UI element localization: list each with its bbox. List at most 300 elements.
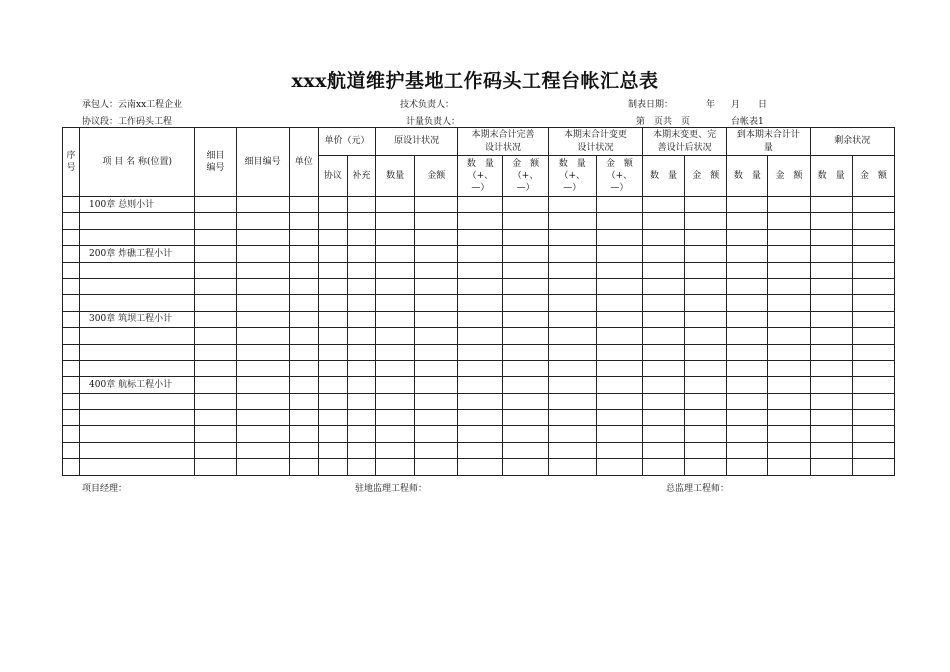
row-item-name — [80, 393, 195, 409]
table-cell — [596, 311, 642, 327]
table-cell — [376, 393, 415, 409]
table-cell — [347, 262, 375, 278]
table-cell — [596, 393, 642, 409]
row-item-name — [80, 459, 195, 475]
row-item-name — [80, 328, 195, 344]
table-cell — [415, 393, 458, 409]
table-cell — [415, 442, 458, 458]
table-cell — [289, 393, 318, 409]
table-cell — [318, 262, 347, 278]
table-cell — [195, 393, 236, 409]
table-cell — [596, 246, 642, 262]
table-cell — [347, 442, 375, 458]
table-cell — [236, 360, 289, 376]
table-cell — [415, 229, 458, 245]
table-cell — [195, 410, 236, 426]
table-cell — [727, 246, 768, 262]
table-cell — [548, 426, 596, 442]
table-cell — [347, 426, 375, 442]
table-cell — [810, 262, 852, 278]
table-cell — [503, 246, 548, 262]
table-cell — [458, 410, 503, 426]
table-cell — [548, 311, 596, 327]
col-item-name: 项 目 名 称(位置) — [80, 128, 195, 197]
table-cell — [642, 459, 684, 475]
table-cell — [503, 360, 548, 376]
table-cell — [596, 197, 642, 213]
table-cell — [195, 246, 236, 262]
col-change-qty: 数 量 （+、 —） — [548, 156, 596, 197]
table-cell — [596, 344, 642, 360]
table-cell — [458, 393, 503, 409]
table-cell — [503, 262, 548, 278]
date-year: 年 — [706, 100, 716, 110]
table-cell — [685, 377, 727, 393]
table-cell — [810, 295, 852, 311]
table-row — [63, 229, 895, 245]
table-cell — [236, 229, 289, 245]
table-cell — [548, 262, 596, 278]
table-cell — [63, 459, 80, 475]
table-cell — [63, 262, 80, 278]
table-cell — [347, 459, 375, 475]
table-cell — [685, 344, 727, 360]
table-cell — [318, 328, 347, 344]
table-cell — [852, 213, 894, 229]
table-cell — [63, 295, 80, 311]
table-cell — [768, 311, 810, 327]
table-cell — [727, 344, 768, 360]
table-cell — [503, 426, 548, 442]
table-cell — [852, 459, 894, 475]
col-price-agreed: 协议 — [318, 156, 347, 197]
table-cell — [347, 295, 375, 311]
table-cell — [236, 393, 289, 409]
table-cell — [548, 328, 596, 344]
table-cell — [347, 393, 375, 409]
table-cell — [289, 278, 318, 294]
table-cell — [376, 246, 415, 262]
row-item-name: 100章 总则小计 — [80, 197, 195, 213]
col-orig-amt: 金额 — [415, 156, 458, 197]
table-cell — [195, 278, 236, 294]
table-cell — [685, 426, 727, 442]
table-row — [63, 262, 895, 278]
col-to-amt: 金 额 — [768, 156, 810, 197]
table-row — [63, 344, 895, 360]
table-cell — [548, 442, 596, 458]
table-cell — [376, 262, 415, 278]
table-cell — [289, 295, 318, 311]
table-cell — [810, 360, 852, 376]
table-cell — [642, 197, 684, 213]
table-cell — [852, 410, 894, 426]
table-cell — [810, 393, 852, 409]
table-cell — [548, 344, 596, 360]
table-cell — [376, 328, 415, 344]
table-cell — [548, 410, 596, 426]
table-cell — [768, 360, 810, 376]
table-cell — [195, 377, 236, 393]
table-cell — [318, 442, 347, 458]
table-cell — [195, 262, 236, 278]
date-day: 日 — [758, 100, 768, 110]
col-after-amt: 金 额 — [685, 156, 727, 197]
table-cell — [810, 229, 852, 245]
col-to-qty: 数 量 — [727, 156, 768, 197]
table-row — [63, 410, 895, 426]
table-cell — [768, 246, 810, 262]
table-cell — [195, 442, 236, 458]
table-cell — [318, 295, 347, 311]
table-cell — [642, 246, 684, 262]
table-cell — [415, 344, 458, 360]
col-improve-qty: 数 量 （+、 —） — [458, 156, 503, 197]
table-cell — [852, 328, 894, 344]
table-cell — [415, 328, 458, 344]
footer-chief-supervisor: 总监理工程师： — [666, 484, 730, 494]
table-cell — [347, 197, 375, 213]
table-cell — [318, 278, 347, 294]
table-cell — [596, 229, 642, 245]
table-cell — [596, 442, 642, 458]
table-cell — [727, 229, 768, 245]
table-cell — [376, 197, 415, 213]
table-cell — [289, 197, 318, 213]
table-cell — [503, 328, 548, 344]
table-cell — [642, 328, 684, 344]
table-cell — [852, 278, 894, 294]
table-cell — [318, 393, 347, 409]
col-period-improve: 本期末合计完善 设计状况 — [458, 128, 548, 156]
table-row — [63, 328, 895, 344]
row-item-name — [80, 344, 195, 360]
table-cell — [503, 377, 548, 393]
col-remain-amt: 金 额 — [852, 156, 894, 197]
table-cell — [415, 213, 458, 229]
page-count-label: 第 页共 页 — [636, 117, 691, 127]
page-title: xxx航道维护基地工作码头工程台帐汇总表 — [291, 70, 659, 92]
table-cell — [63, 442, 80, 458]
table-cell — [642, 426, 684, 442]
table-cell — [852, 377, 894, 393]
table-cell — [236, 295, 289, 311]
col-price-supp: 补充 — [347, 156, 375, 197]
table-cell — [376, 459, 415, 475]
table-cell — [685, 328, 727, 344]
table-cell — [503, 459, 548, 475]
table-cell — [318, 229, 347, 245]
table-cell — [503, 393, 548, 409]
table-cell — [458, 262, 503, 278]
row-item-name: 300章 筑坝工程小计 — [80, 311, 195, 327]
table-cell — [503, 229, 548, 245]
table-cell — [642, 262, 684, 278]
table-cell — [727, 213, 768, 229]
row-item-name — [80, 229, 195, 245]
table-cell — [289, 311, 318, 327]
footer-pm: 项目经理： — [82, 484, 128, 494]
row-item-name — [80, 213, 195, 229]
table-cell — [63, 426, 80, 442]
table-cell — [376, 213, 415, 229]
table-cell — [642, 410, 684, 426]
table-cell — [727, 377, 768, 393]
table-cell — [727, 442, 768, 458]
table-cell — [236, 442, 289, 458]
table-cell — [642, 229, 684, 245]
table-cell — [768, 262, 810, 278]
table-cell — [768, 410, 810, 426]
table-row — [63, 295, 895, 311]
table-cell — [642, 213, 684, 229]
table-cell — [458, 197, 503, 213]
table-cell — [195, 295, 236, 311]
table-cell — [685, 278, 727, 294]
table-cell — [415, 459, 458, 475]
table-cell — [596, 278, 642, 294]
table-cell — [318, 197, 347, 213]
table-cell — [503, 295, 548, 311]
table-cell — [195, 459, 236, 475]
table-cell — [376, 295, 415, 311]
table-cell — [596, 410, 642, 426]
table-cell — [376, 410, 415, 426]
table-cell — [415, 295, 458, 311]
row-item-name: 200章 炸礁工程小计 — [80, 246, 195, 262]
table-row — [63, 442, 895, 458]
table-cell — [727, 426, 768, 442]
form-number: 台帐表1 — [731, 117, 764, 127]
col-remain-qty: 数 量 — [810, 156, 852, 197]
table-cell — [852, 197, 894, 213]
table-cell — [768, 295, 810, 311]
table-cell — [347, 377, 375, 393]
table-cell — [236, 459, 289, 475]
table-cell — [458, 344, 503, 360]
table-row — [63, 360, 895, 376]
ledger-table — [62, 127, 895, 476]
table-cell — [503, 442, 548, 458]
table-cell — [347, 328, 375, 344]
table-cell — [685, 459, 727, 475]
table-cell — [685, 295, 727, 311]
table-cell — [596, 295, 642, 311]
row-item-name — [80, 295, 195, 311]
table-row — [63, 426, 895, 442]
col-improve-amt: 金 额 （+、 —） — [503, 156, 548, 197]
table-cell — [195, 311, 236, 327]
table-cell — [415, 426, 458, 442]
table-cell — [727, 360, 768, 376]
table-cell — [376, 311, 415, 327]
table-cell — [727, 459, 768, 475]
table-cell — [852, 246, 894, 262]
table-cell — [63, 393, 80, 409]
table-cell — [376, 360, 415, 376]
col-remaining: 剩余状况 — [810, 128, 894, 156]
table-cell — [236, 410, 289, 426]
table-cell — [768, 344, 810, 360]
table-cell — [195, 344, 236, 360]
table-cell — [685, 360, 727, 376]
table-cell — [503, 311, 548, 327]
table-cell — [347, 360, 375, 376]
table-cell — [810, 442, 852, 458]
table-cell — [318, 311, 347, 327]
table-cell — [685, 262, 727, 278]
table-cell — [236, 377, 289, 393]
table-cell — [685, 246, 727, 262]
section-label: 协议段：工作码头工程 — [82, 117, 173, 127]
row-item-name: 400章 航标工程小计 — [80, 377, 195, 393]
table-cell — [318, 213, 347, 229]
table-cell — [63, 377, 80, 393]
table-cell — [642, 311, 684, 327]
table-cell — [63, 197, 80, 213]
col-to-period: 到本期末合计计 量 — [727, 128, 810, 156]
section-subtotal-row — [63, 377, 895, 393]
table-cell — [768, 393, 810, 409]
table-cell — [852, 295, 894, 311]
table-cell — [548, 377, 596, 393]
table-cell — [852, 426, 894, 442]
table-cell — [289, 328, 318, 344]
table-cell — [548, 459, 596, 475]
table-cell — [63, 246, 80, 262]
col-orig-qty: 数量 — [376, 156, 415, 197]
table-cell — [347, 213, 375, 229]
table-cell — [768, 197, 810, 213]
col-detail-no: 细目编号 — [236, 128, 289, 197]
table-cell — [63, 213, 80, 229]
table-cell — [236, 311, 289, 327]
table-cell — [458, 377, 503, 393]
table-cell — [63, 360, 80, 376]
table-cell — [458, 328, 503, 344]
table-cell — [727, 393, 768, 409]
table-cell — [503, 197, 548, 213]
table-cell — [596, 377, 642, 393]
table-cell — [596, 426, 642, 442]
table-cell — [415, 197, 458, 213]
row-item-name — [80, 442, 195, 458]
section-subtotal-row — [63, 246, 895, 262]
table-cell — [289, 459, 318, 475]
table-cell — [318, 410, 347, 426]
table-cell — [458, 442, 503, 458]
table-cell — [503, 213, 548, 229]
col-original: 原设计状况 — [376, 128, 458, 156]
table-cell — [548, 229, 596, 245]
table-cell — [727, 328, 768, 344]
table-cell — [852, 344, 894, 360]
table-cell — [458, 278, 503, 294]
row-item-name — [80, 410, 195, 426]
table-cell — [596, 213, 642, 229]
table-cell — [642, 360, 684, 376]
table-cell — [810, 197, 852, 213]
table-cell — [347, 410, 375, 426]
col-seq: 序 号 — [63, 128, 80, 197]
table-cell — [852, 442, 894, 458]
table-cell — [685, 442, 727, 458]
table-cell — [236, 328, 289, 344]
table-cell — [727, 262, 768, 278]
table-cell — [852, 393, 894, 409]
table-cell — [415, 278, 458, 294]
table-cell — [642, 393, 684, 409]
table-cell — [236, 213, 289, 229]
table-cell — [415, 246, 458, 262]
table-row — [63, 393, 895, 409]
table-cell — [195, 328, 236, 344]
table-cell — [195, 197, 236, 213]
table-cell — [289, 344, 318, 360]
contractor-label: 承包人：云南xx工程企业 — [82, 100, 183, 110]
col-unit: 单位 — [289, 128, 318, 197]
table-cell — [347, 229, 375, 245]
row-item-name — [80, 278, 195, 294]
table-cell — [642, 377, 684, 393]
table-cell — [852, 360, 894, 376]
table-cell — [347, 278, 375, 294]
tech-lead-label: 技术负责人： — [400, 100, 455, 110]
footer-site-supervisor: 驻地监理工程师： — [355, 484, 428, 494]
table-cell — [852, 229, 894, 245]
table-cell — [318, 360, 347, 376]
table-cell — [810, 344, 852, 360]
measure-lead-label: 计量负责人： — [406, 117, 461, 127]
table-cell — [347, 344, 375, 360]
table-cell — [685, 229, 727, 245]
section-subtotal-row — [63, 311, 895, 327]
table-row — [63, 278, 895, 294]
table-cell — [415, 311, 458, 327]
table-cell — [376, 442, 415, 458]
table-cell — [415, 410, 458, 426]
table-cell — [727, 278, 768, 294]
table-cell — [642, 295, 684, 311]
table-cell — [289, 442, 318, 458]
row-item-name — [80, 426, 195, 442]
table-cell — [852, 311, 894, 327]
table-cell — [376, 278, 415, 294]
table-cell — [548, 213, 596, 229]
table-cell — [376, 426, 415, 442]
table-cell — [727, 295, 768, 311]
table-cell — [768, 459, 810, 475]
table-cell — [63, 229, 80, 245]
row-item-name — [80, 262, 195, 278]
table-cell — [642, 344, 684, 360]
table-cell — [810, 426, 852, 442]
table-row — [63, 459, 895, 475]
table-cell — [685, 311, 727, 327]
table-cell — [63, 278, 80, 294]
table-cell — [415, 377, 458, 393]
table-cell — [289, 377, 318, 393]
table-cell — [236, 246, 289, 262]
col-unit-price: 单价（元） — [318, 128, 375, 156]
table-cell — [596, 360, 642, 376]
table-cell — [768, 328, 810, 344]
row-item-name — [80, 360, 195, 376]
table-cell — [236, 262, 289, 278]
table-cell — [685, 410, 727, 426]
table-cell — [415, 360, 458, 376]
table-cell — [318, 377, 347, 393]
